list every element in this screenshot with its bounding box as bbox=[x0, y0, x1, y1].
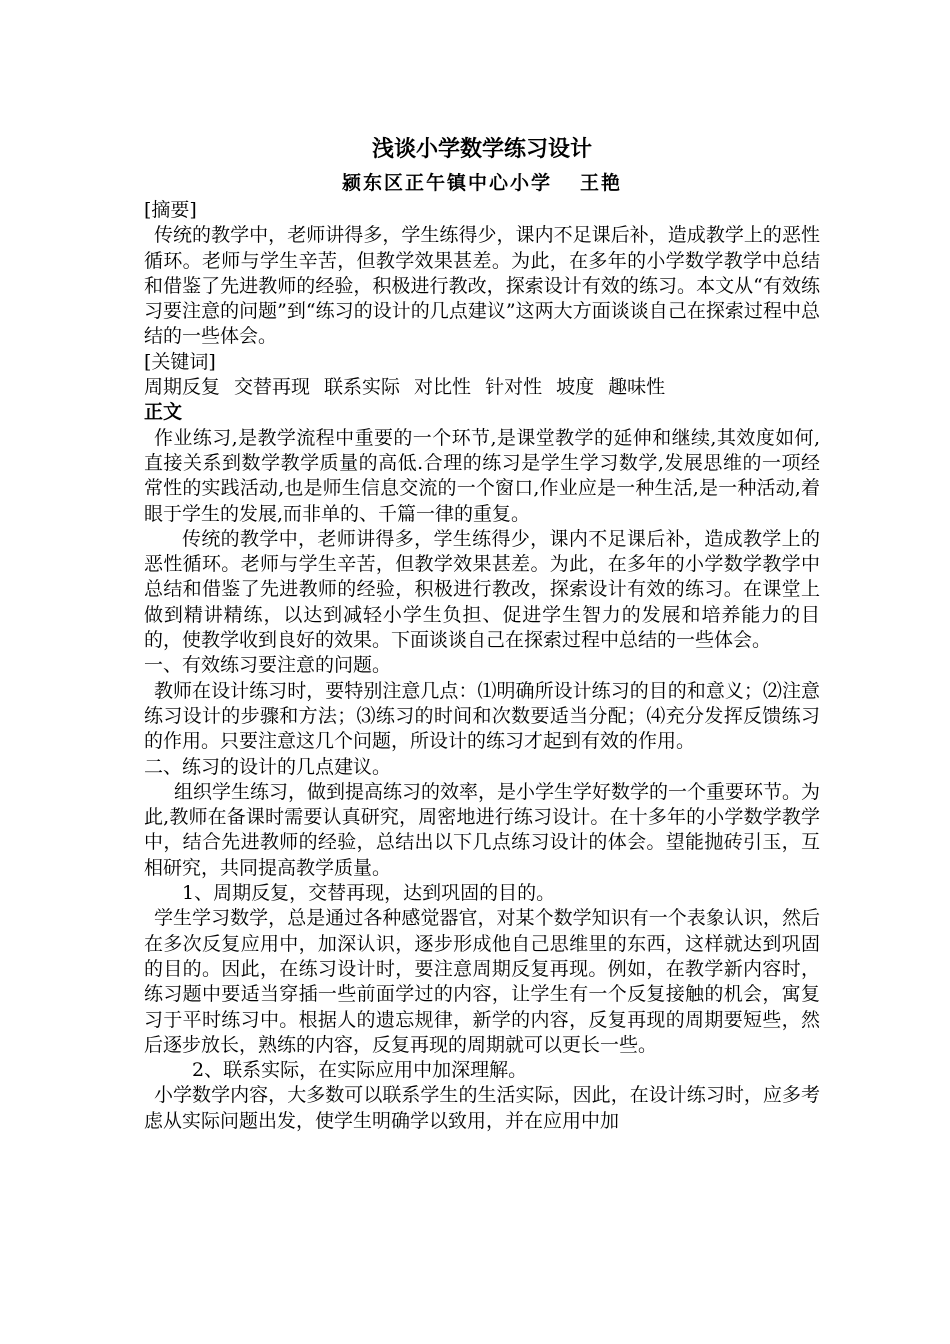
subsection-heading: 2、联系实际，在实际应用中加深理解。 bbox=[192, 1059, 528, 1082]
abstract-text: 传统的教学中，老师讲得多，学生练得少，课内不足课后补，造成教学上的恶性循环。老师与学生辛苦，但教学效果甚差。为此，在多年的小学数学教学中总结和借鉴了先进教师的经验，积极进行教改，探索设计有效的练习。本文从“有效练习要注意的问题”到“练习的设计的几点建议”这两大方面谈谈自己在探索过程中总结的一些体会。 bbox=[144, 224, 820, 348]
subsection-heading: 1、周期反复，交替再现，达到巩固的目的。 bbox=[182, 882, 556, 905]
keyword: 周期反复 bbox=[144, 376, 221, 399]
keyword: 对比性 bbox=[414, 376, 472, 399]
keyword: 坡度 bbox=[556, 376, 595, 399]
body-label: 正文 bbox=[144, 401, 183, 424]
section-heading: 一、有效练习要注意的问题。 bbox=[144, 654, 392, 677]
school-name: 颍东区正午镇中心小学 bbox=[341, 172, 552, 194]
paragraph: 作业练习,是教学流程中重要的一个环节,是课堂教学的延伸和继续,其效度如何,直接关系到数学教学质量的高低.合理的练习是学生学习数学,发展思维的一项经常性的实践活动,也是师生信息交流的一个窗口,作业应是一种生活,是一种活动,着眼于学生的发展,而非单的、千篇一律的重复。 bbox=[144, 426, 820, 525]
document-page bbox=[144, 134, 820, 1134]
abstract-label: [摘要] bbox=[144, 199, 197, 221]
document-title: 浅谈小学数学练习设计 bbox=[371, 136, 592, 162]
keywords-label: [关键词] bbox=[144, 350, 216, 373]
keyword: 趣味性 bbox=[608, 376, 666, 399]
byline bbox=[144, 170, 820, 196]
paragraph: 教师在设计练习时，要特别注意几点：⑴明确所设计练习的目的和意义；⑵注意练习设计的步骤和方法；⑶练习的时间和次数要适当分配；⑷充分发挥反馈练习的作用。只要注意这几个问题，所设计的练习才起到有效的作用。 bbox=[144, 679, 820, 753]
section-heading: 二、练习的设计的几点建议。 bbox=[144, 755, 392, 778]
paragraph: 组织学生练习，做到提高练习的效率，是小学生学好数学的一个重要环节。为此,教师在备课时需要认真研究，周密地进行练习设计。在十多年的小学数学教学中，结合先进教师的经验，总结出以下几点练习设计的体会。望能抛砖引玉，互相研究，共同提高教学质量。 bbox=[144, 780, 821, 879]
keyword: 联系实际 bbox=[324, 376, 401, 399]
paragraph: 学生学习数学，总是通过各种感觉器官，对某个数学知识有一个表象认识，然后在多次反复应用中，加深认识，逐步形成他自己思维里的东西，这样就达到巩固的目的。因此，在练习设计时，要注意周期反复再现。例如，在教学新内容时，练习题中要适当穿插一些前面学过的内容，让学生有一个反复接触的机会，寓复习于平时练习中。根据人的遗忘规律，新学的内容，反复再现的周期要短些，然后逐步放长，熟练的内容，反复再现的周期就可以更长一些。 bbox=[144, 907, 820, 1056]
keyword: 针对性 bbox=[485, 376, 543, 399]
paragraph: 小学数学内容，大多数可以联系学生的生活实际，因此，在设计练习时，应多考虑从实际问题出发，使学生明确学以致用，并在应用中加 bbox=[144, 1084, 820, 1132]
author-name: 王艳 bbox=[580, 172, 623, 194]
paragraph: 传统的教学中，老师讲得多，学生练得少，课内不足课后补，造成教学上的恶性循环。老师与学生辛苦，但教学效果甚差。为此，在多年的小学数学教学中总结和借鉴了先进教师的经验，积极进行教改，探索设计有效的练习。在课堂上做到精讲精练，以达到减轻小学生负担、促进学生智力的发展和培养能力的目的，使教学收到良好的效果。下面谈谈自己在探索过程中总结的一些体会。 bbox=[144, 527, 820, 652]
keywords-list bbox=[144, 375, 820, 400]
keyword: 交替再现 bbox=[234, 376, 311, 399]
